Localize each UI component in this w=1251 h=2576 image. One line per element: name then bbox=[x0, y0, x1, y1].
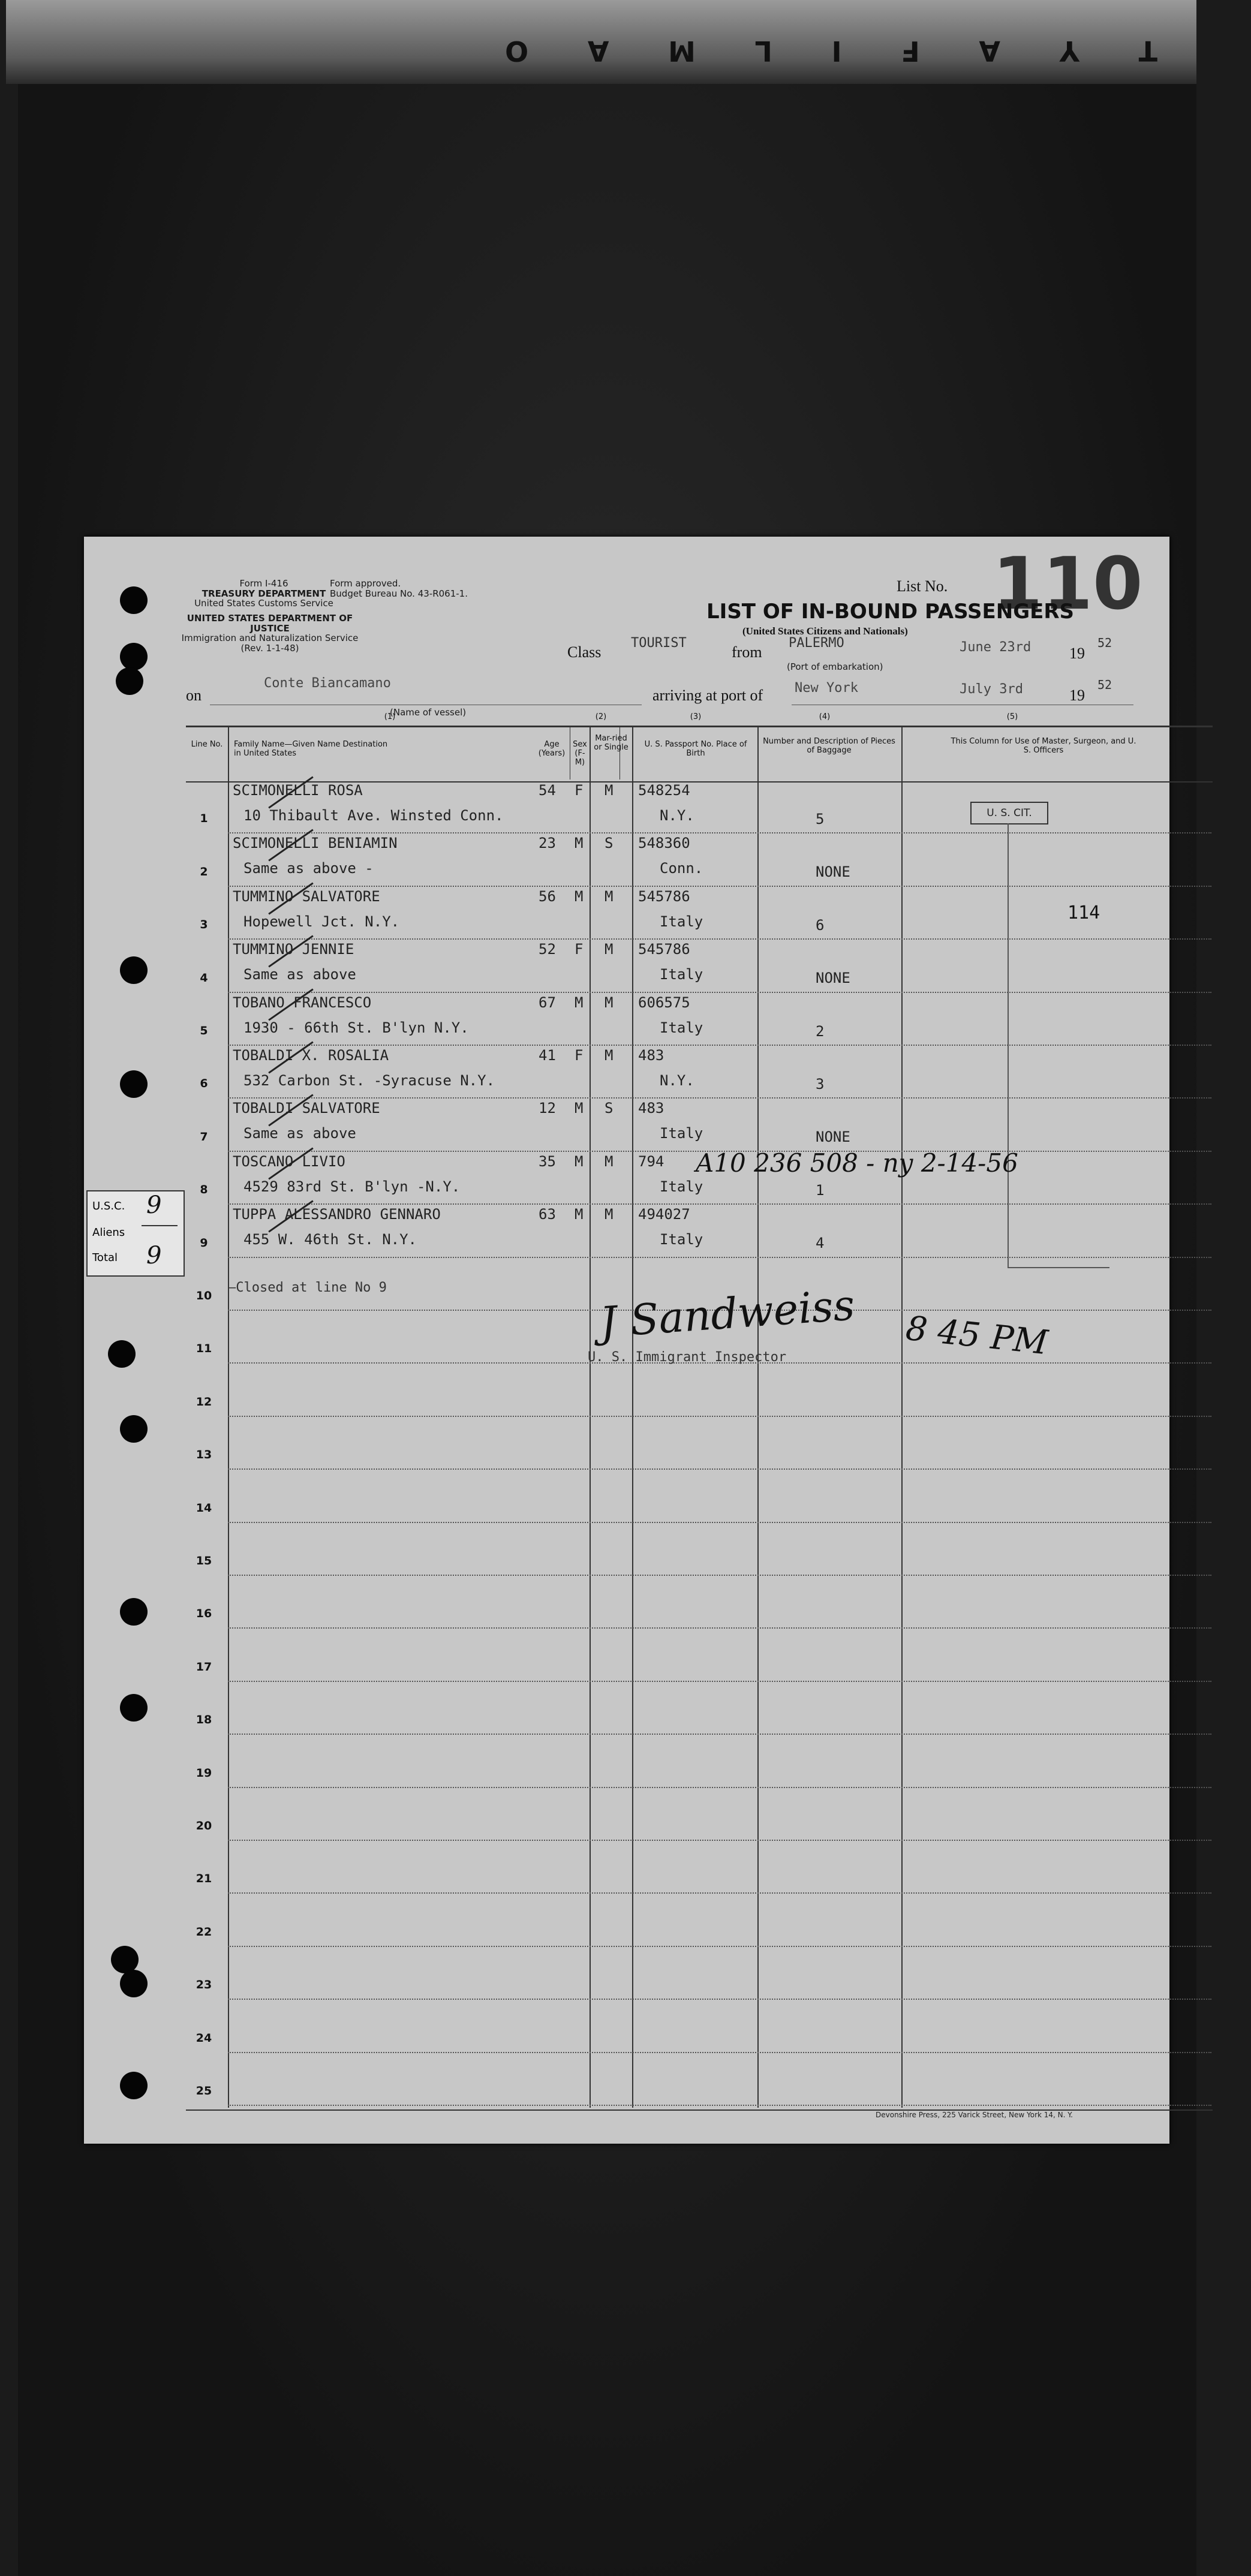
justice-dept: UNITED STATES DEPARTMENT OF JUSTICE bbox=[187, 613, 353, 634]
us-cit-stamp-text: U. S. CIT. bbox=[987, 807, 1032, 819]
baggage-count: 6 bbox=[816, 916, 825, 934]
passenger-sex: M bbox=[575, 994, 584, 1011]
form-approved: Form approved. bbox=[330, 578, 401, 589]
passport-number: 545786 bbox=[638, 941, 690, 958]
ins-service: Immigration and Naturalization Service bbox=[181, 633, 359, 643]
line-number: 3 bbox=[200, 918, 208, 932]
baggage-count: NONE bbox=[816, 970, 850, 987]
passenger-name: TOBALDI X. ROSALIA bbox=[233, 1047, 389, 1064]
line-number: 5 bbox=[200, 1024, 208, 1037]
passport-number: 548360 bbox=[638, 835, 690, 852]
passenger-marital: M bbox=[605, 1206, 614, 1223]
col-header-name: Family Name—Given Name Destination in United States bbox=[234, 740, 388, 758]
passport-number: 794 bbox=[638, 1152, 664, 1170]
baggage-count: NONE bbox=[816, 863, 850, 881]
line-number: 24 bbox=[196, 2031, 212, 2045]
passenger-age: 63 bbox=[539, 1206, 556, 1223]
year-label-2: 19 bbox=[1069, 687, 1085, 704]
year-label: 19 bbox=[1069, 645, 1085, 662]
passenger-sex: M bbox=[575, 1206, 584, 1223]
passenger-marital: M bbox=[605, 887, 614, 905]
row-separator bbox=[228, 2105, 1211, 2106]
baggage-count: 3 bbox=[816, 1076, 825, 1093]
line-number: 13 bbox=[196, 1448, 212, 1462]
row-separator bbox=[228, 1840, 1211, 1841]
passenger-destination: Hopewell Jct. N.Y. bbox=[243, 913, 400, 930]
passenger-age: 35 bbox=[539, 1152, 556, 1170]
us-cit-stamp bbox=[970, 802, 1048, 824]
place-of-birth: Italy bbox=[660, 913, 703, 930]
passenger-destination: 1930 - 66th St. B'lyn N.Y. bbox=[243, 1019, 469, 1036]
film-edge-markings bbox=[498, 33, 1157, 69]
passenger-age: 56 bbox=[539, 887, 556, 905]
row-separator bbox=[228, 1734, 1211, 1735]
passenger-age: 54 bbox=[539, 782, 556, 799]
passenger-list-document bbox=[84, 537, 1169, 2144]
inspector-signature: J Sandweiss bbox=[598, 1280, 856, 1347]
arrival-port: New York bbox=[795, 681, 858, 696]
passport-number: 606575 bbox=[638, 994, 690, 1011]
film-mark: T bbox=[1131, 35, 1157, 67]
closed-note: —Closed at line No 9 bbox=[228, 1280, 387, 1295]
place-of-birth: N.Y. bbox=[660, 1072, 694, 1089]
passenger-table bbox=[186, 726, 1213, 2111]
from-date: June 23rd bbox=[960, 640, 1032, 655]
line-number: 2 bbox=[200, 865, 208, 878]
row-separator bbox=[228, 938, 1211, 940]
row-separator bbox=[228, 1787, 1211, 1788]
passenger-name: TOSCANO LIVIO bbox=[233, 1152, 345, 1170]
row-separator bbox=[228, 1416, 1211, 1417]
treasury-header bbox=[192, 579, 336, 609]
passport-note: A10 236 508 - ny 2-14-56 bbox=[696, 1148, 1018, 1178]
passenger-age: 52 bbox=[539, 941, 556, 958]
row-separator bbox=[228, 992, 1211, 993]
tally-aliens-label: Aliens bbox=[92, 1226, 125, 1239]
punch-hole bbox=[120, 1070, 148, 1098]
passenger-marital: M bbox=[605, 782, 614, 799]
treasury-dept: TREASURY DEPARTMENT bbox=[202, 588, 326, 599]
punch-hole bbox=[108, 1340, 136, 1368]
passenger-sex: M bbox=[575, 1100, 584, 1117]
passenger-sex: F bbox=[575, 782, 584, 799]
row-separator bbox=[228, 2052, 1211, 2053]
passenger-name: TOBALDI SALVATORE bbox=[233, 1100, 380, 1117]
punch-hole bbox=[116, 667, 143, 695]
line-number: 12 bbox=[196, 1395, 212, 1409]
line-number: 25 bbox=[196, 2084, 212, 2097]
line-number: 11 bbox=[196, 1342, 212, 1356]
passenger-destination: Same as above - bbox=[243, 860, 374, 877]
passenger-sex: M bbox=[575, 1152, 584, 1170]
baggage-count: 2 bbox=[816, 1022, 825, 1040]
baggage-count: 5 bbox=[816, 811, 825, 827]
passport-number: 483 bbox=[638, 1047, 664, 1064]
passport-number: 548254 bbox=[638, 782, 690, 799]
film-mark: L bbox=[747, 35, 772, 67]
on-label: on bbox=[186, 687, 202, 704]
tally-total-value: 9 bbox=[146, 1242, 162, 1269]
passport-number: 494027 bbox=[638, 1206, 690, 1223]
budget-bureau: Budget Bureau No. 43-R061-1. bbox=[330, 588, 468, 599]
col-num-4: (4) bbox=[819, 712, 831, 721]
row-separator bbox=[228, 1468, 1211, 1470]
film-mark: A bbox=[972, 35, 1000, 67]
port-embarkation-caption: (Port of embarkation) bbox=[787, 661, 883, 672]
passenger-sex: F bbox=[575, 941, 584, 958]
us-cit-bracket bbox=[1008, 823, 1009, 1267]
printer-credit: Devonshire Press, 225 Varick Street, New York 14, N. Y. bbox=[876, 2111, 1073, 2119]
place-of-birth: Italy bbox=[660, 1231, 703, 1248]
film-mark: O bbox=[498, 35, 529, 67]
col-num-1: (1) bbox=[384, 712, 396, 721]
passenger-sex: M bbox=[575, 835, 584, 852]
film-mark: Y bbox=[1052, 35, 1079, 67]
line-number: 18 bbox=[196, 1713, 212, 1727]
punch-hole bbox=[120, 1598, 148, 1626]
passenger-age: 12 bbox=[539, 1100, 556, 1117]
row-separator bbox=[228, 886, 1211, 887]
baggage-count: 1 bbox=[816, 1181, 825, 1199]
passenger-destination: 455 W. 46th St. N.Y. bbox=[243, 1231, 417, 1248]
row-separator bbox=[228, 1999, 1211, 2000]
film-edge bbox=[6, 0, 1196, 84]
tally-usc-label: U.S.C. bbox=[92, 1200, 125, 1212]
row-separator bbox=[228, 1681, 1211, 1682]
row-separator bbox=[228, 1097, 1211, 1099]
passenger-name: SCIMONELLI BENIAMIN bbox=[233, 835, 398, 852]
line-number: 9 bbox=[200, 1236, 208, 1250]
passenger-sex: F bbox=[575, 1047, 584, 1064]
line-number: 4 bbox=[200, 971, 208, 985]
line-number: 10 bbox=[196, 1289, 212, 1302]
passenger-name: TUMMINO JENNIE bbox=[233, 941, 354, 958]
form-number: Form I-416 bbox=[239, 578, 288, 589]
passenger-destination: 532 Carbon St. -Syracuse N.Y. bbox=[243, 1072, 495, 1089]
col-header-sex: Sex (F-M) bbox=[573, 740, 587, 767]
tally-usc-value: 9 bbox=[146, 1191, 162, 1219]
us-cit-bracket-end bbox=[1008, 1267, 1109, 1268]
vessel-caption: (Name of vessel) bbox=[390, 707, 467, 718]
line-number: 1 bbox=[200, 812, 208, 826]
col-header-married: Mar-ried or Single bbox=[594, 734, 628, 752]
revision-date: (Rev. 1-1-48) bbox=[240, 642, 299, 654]
passenger-name: TUPPA ALESSANDRO GENNARO bbox=[233, 1206, 441, 1223]
form-subtitle: (United States Citizens and Nationals) bbox=[742, 625, 908, 637]
tally-box bbox=[86, 1190, 185, 1277]
line-number: 15 bbox=[196, 1554, 212, 1567]
place-of-birth: Italy bbox=[660, 1178, 703, 1195]
line-number: 22 bbox=[196, 1925, 212, 1939]
passenger-marital: M bbox=[605, 941, 614, 958]
passenger-age: 41 bbox=[539, 1047, 556, 1064]
passenger-destination: Same as above bbox=[243, 1125, 356, 1142]
col-header-passport: U. S. Passport No. Place of Birth bbox=[644, 740, 747, 758]
punch-hole bbox=[120, 956, 148, 984]
row-separator bbox=[228, 1892, 1211, 1894]
col-num-5: (5) bbox=[1006, 712, 1018, 721]
passenger-name: TOBANO FRANCESCO bbox=[233, 994, 372, 1011]
passenger-marital: S bbox=[605, 1100, 614, 1117]
passenger-marital: S bbox=[605, 835, 614, 852]
from-label: from bbox=[732, 643, 762, 661]
row-separator bbox=[228, 1257, 1211, 1258]
place-of-birth: Italy bbox=[660, 1125, 703, 1142]
passport-number: 483 bbox=[638, 1100, 664, 1117]
passenger-marital: M bbox=[605, 1152, 614, 1170]
col-header-age: Age (Years) bbox=[538, 740, 566, 758]
passenger-name: SCIMONELLI ROSA bbox=[233, 782, 363, 799]
time-note: 8 45 PM bbox=[904, 1308, 1050, 1363]
film-mark: M bbox=[661, 35, 696, 67]
justice-header bbox=[180, 613, 360, 653]
class-value: TOURIST bbox=[631, 636, 687, 651]
inspector-label: U. S. Immigrant Inspector bbox=[588, 1350, 787, 1365]
film-mark: F bbox=[894, 35, 920, 67]
line-number: 7 bbox=[200, 1130, 208, 1143]
customs-service: United States Customs Service bbox=[194, 598, 333, 609]
film-mark: I bbox=[824, 35, 842, 67]
line-number: 20 bbox=[196, 1819, 212, 1832]
tally-total-label: Total bbox=[92, 1251, 118, 1264]
col-header-officers: This Column for Use of Master, Surgeon, and U. S. Officers bbox=[951, 737, 1136, 755]
baggage-count: 4 bbox=[816, 1235, 825, 1252]
passenger-destination: Same as above bbox=[243, 966, 356, 983]
punch-hole bbox=[120, 586, 148, 614]
col-header-line-no: Line No. bbox=[191, 740, 223, 749]
tally-aliens-rule bbox=[142, 1225, 178, 1226]
row-separator bbox=[228, 832, 1211, 833]
line-number: 23 bbox=[196, 1978, 212, 1992]
passenger-destination: 10 Thibault Ave. Winsted Conn. bbox=[243, 807, 504, 824]
from-value: PALERMO bbox=[789, 636, 844, 651]
baggage-count: NONE bbox=[816, 1128, 850, 1146]
form-title: LIST OF IN-BOUND PASSENGERS bbox=[706, 600, 1074, 624]
line-number: 21 bbox=[196, 1872, 212, 1886]
year-value: 52 bbox=[1097, 636, 1112, 650]
row-separator bbox=[228, 1946, 1211, 1947]
line-number: 19 bbox=[196, 1766, 212, 1780]
passenger-sex: M bbox=[575, 887, 584, 905]
punch-hole bbox=[120, 643, 148, 670]
row-separator bbox=[228, 1522, 1211, 1523]
row-separator bbox=[228, 1575, 1211, 1576]
list-no-label: List No. bbox=[897, 577, 948, 595]
passport-number: 545786 bbox=[638, 887, 690, 905]
row-separator bbox=[228, 1627, 1211, 1629]
place-of-birth: Conn. bbox=[660, 860, 703, 877]
line-number: 6 bbox=[200, 1077, 208, 1091]
place-of-birth: Italy bbox=[660, 1019, 703, 1036]
col-num-2: (2) bbox=[595, 712, 607, 721]
passenger-age: 67 bbox=[539, 994, 556, 1011]
col-header-baggage: Number and Description of Pieces of Baggage bbox=[763, 737, 895, 755]
row-separator bbox=[228, 1045, 1211, 1046]
line-number: 16 bbox=[196, 1607, 212, 1621]
arriving-label: arriving at port of bbox=[652, 687, 763, 704]
punch-hole bbox=[120, 1970, 148, 1997]
year-value-2: 52 bbox=[1097, 678, 1112, 692]
col-num-3: (3) bbox=[690, 712, 702, 721]
passenger-marital: M bbox=[605, 1047, 614, 1064]
place-of-birth: Italy bbox=[660, 966, 703, 983]
passenger-name: TUMMINO SALVATORE bbox=[233, 887, 380, 905]
passenger-age: 23 bbox=[539, 835, 556, 852]
row-separator bbox=[228, 1203, 1211, 1205]
punch-hole bbox=[120, 1415, 148, 1443]
passenger-marital: M bbox=[605, 994, 614, 1011]
arrival-date: July 3rd bbox=[960, 682, 1023, 697]
form-approval bbox=[330, 579, 498, 598]
vessel-value: Conte Biancamano bbox=[264, 676, 391, 691]
line-number: 14 bbox=[196, 1501, 212, 1515]
film-mark: A bbox=[580, 35, 609, 67]
passenger-destination: 4529 83rd St. B'lyn -N.Y. bbox=[243, 1178, 461, 1195]
punch-hole bbox=[120, 2072, 148, 2099]
side-number: 114 bbox=[1067, 902, 1100, 923]
line-number: 17 bbox=[196, 1660, 212, 1674]
line-number: 8 bbox=[200, 1183, 208, 1197]
punch-hole bbox=[120, 1694, 148, 1722]
list-no-value: 110 bbox=[993, 543, 1143, 626]
place-of-birth: N.Y. bbox=[660, 807, 694, 824]
class-label: Class bbox=[567, 643, 602, 661]
